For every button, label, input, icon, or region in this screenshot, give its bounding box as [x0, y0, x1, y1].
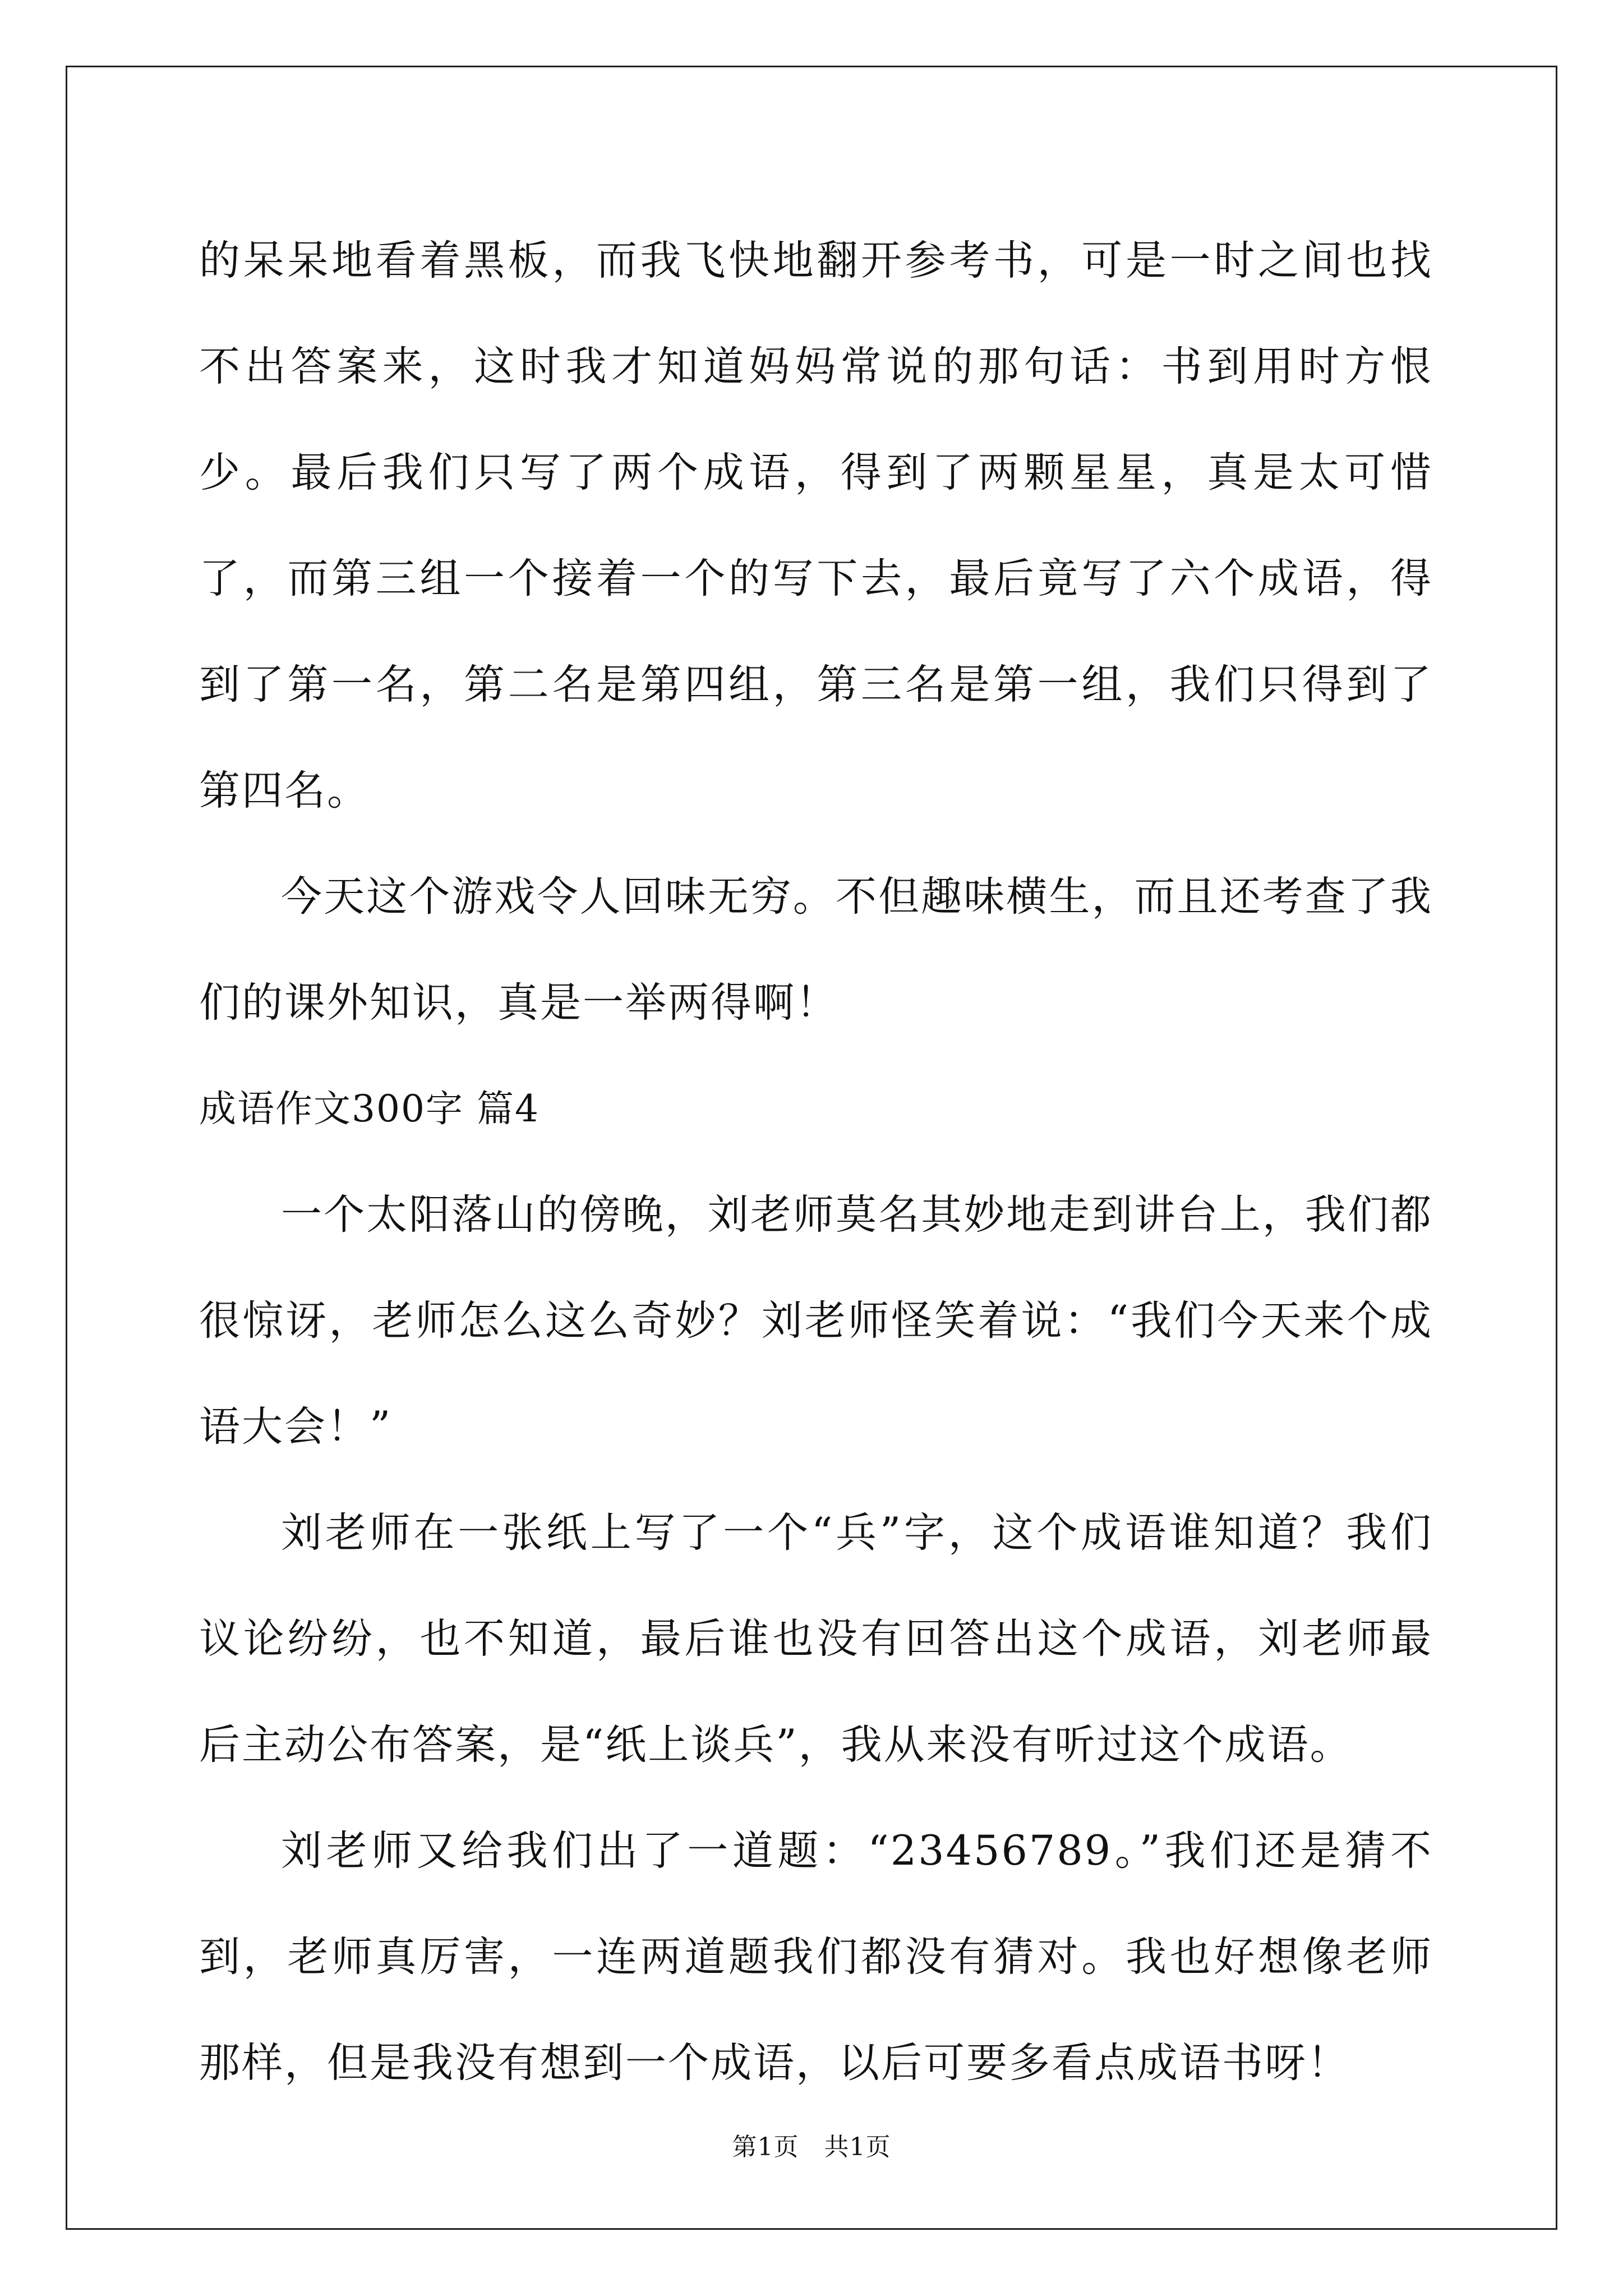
paragraph-1: 一个太阳落山的傍晚，刘老师莫名其妙地走到讲台上，我们都很惊讶，老师怎么这么奇妙？刘老师怪笑着说：“我们今天来个成语大会！”	[199, 1191, 1433, 1451]
paragraph-3: 刘老师又给我们出了一道题：“23456789。”我们还是猜不到，老师真厉害，一连两道题我们都没有猜对。我也好想像老师那样，但是我没有想到一个成语，以后可要多看点成语书呀！	[199, 1827, 1433, 2087]
paragraph-continued: 的呆呆地看着黑板，而我飞快地翻开参考书，可是一时之间也找不出答案来，这时我才知道妈妈常说的那句话：书到用时方恨少。最后我们只写了两个成语，得到了两颗星星，真是太可惜了，而第三组一个接着一个的写下去，最后竟写了六个成语，得到了第一名，第二名是第四组，第三名是第一组，我们只得到了第四名。	[199, 237, 1433, 815]
paragraph-2: 刘老师在一张纸上写了一个“兵”字，这个成语谁知道？我们议论纷纷，也不知道，最后谁也没有回答出这个成语，刘老师最后主动公布答案，是“纸上谈兵”，我从来没有听过这个成语。	[199, 1509, 1433, 1769]
paragraph-conclusion: 今天这个游戏令人回味无穷。不但趣味横生，而且还考查了我们的课外知识，真是一举两得啊！	[199, 873, 1433, 1027]
page-footer: 第1页 共1页	[732, 2133, 891, 2161]
document-body	[199, 208, 1433, 2116]
section-heading: 成语作文300字 篇4	[199, 1087, 540, 1130]
